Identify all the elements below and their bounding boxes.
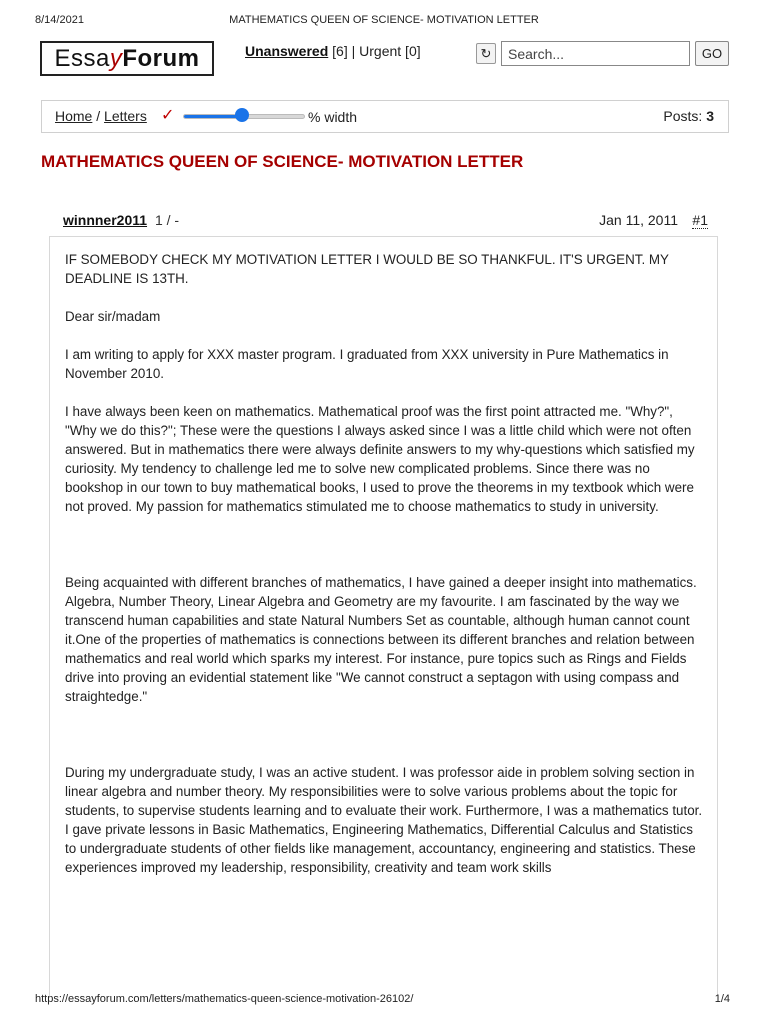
post-paragraph: Being acquainted with different branches of mathematics, I have gained a deeper insight into mathematics. Algebra, Number Theory, Linear Algebra and Geometry are my favourite. I am fascinated by the way we transcend human capabilities and state Natural Numbers Set as countable, although human cannot count it.One of the properties of mathematics is connections between its different branches and relation between mathematics and real world which sparks my interest. For instance, pure topics such as Rings and Fields drive into proving an evidential statement like "We cannot construct a septagon with using compass and straightedge." [65,575,697,704]
breadcrumb-home[interactable]: Home [55,108,93,124]
refresh-button[interactable] [476,43,496,64]
post-number-link[interactable]: #1 [692,212,708,228]
top-nav [245,43,421,59]
urgent-link[interactable]: Urgent [0] [359,43,421,59]
nav-separator: | [347,43,360,59]
post-paragraph: I am writing to apply for XXX master program. I graduated from XXX university in Pure Mathematics in November 2010. [65,347,669,381]
posts-label: Posts: [663,108,707,124]
print-title: MATHEMATICS QUEEN OF SCIENCE- MOTIVATION LETTER [229,14,539,26]
logo-text-part2: y [109,45,123,72]
post-paragraph: IF SOMEBODY CHECK MY MOTIVATION LETTER I WOULD BE SO THANKFUL. IT'S URGENT. MY DEADLINE IS 13TH. [65,252,669,286]
post-paragraph: I have always been keen on mathematics. Mathematical proof was the first point attracted me. "Why?", "Why we do this?"; These were the questions I always asked since I was a little child which were not often answered. But in mathematics there were always definite answers to my why-questions which satisfied my curiosity. My tendency to challenge led me to solve new complicated problems. Since there was no bookshop in our town to buy mathematical books, I used to prove the theorems in my textbook which were not proved. My passion for mathematics stimulated me to choose mathematics to study in university. [65,404,695,514]
breadcrumb [55,108,147,124]
breadcrumb-letters[interactable]: Letters [104,108,147,124]
logo-text-part1: Essa [54,45,110,72]
post-page: 1 / - [154,212,180,228]
print-footer [0,993,768,1007]
width-slider-thumb[interactable] [235,108,249,122]
posts-count [663,108,714,124]
go-button[interactable]: GO [695,41,729,66]
post-paragraph: During my undergraduate study, I was an active student. I was professor aide in problem solving section in linear algebra and number theory. My responsibilities were to solve various problems about the topic for students, to supervise students learning and to evaluate their work. Furthermore, I was a mathematics tutor. I gave private lessons in Basic Mathematics, Engineering Mathematics, Differential Calculus and Statistics to undergraduate students of other fields like management, accountancy, engineering and statistics. These experiences improved my leadership, responsibility, creativity and team work skills [65,765,703,875]
toolbar [41,100,729,133]
post-date: Jan 11, 2011 [599,212,678,228]
unanswered-link[interactable]: Unanswered [245,43,329,59]
post-header [63,212,708,232]
print-date: 8/14/2021 [35,14,84,26]
post-body [49,236,718,996]
print-page-number: 1/4 [714,993,730,1005]
thread-title: MATHEMATICS QUEEN OF SCIENCE- MOTIVATION LETTER [41,152,524,171]
essayforum-logo[interactable] [40,41,214,76]
check-icon[interactable]: ✓ [161,107,175,124]
print-url: https://essayforum.com/letters/mathematics-queen-science-motivation-26102/ [35,993,414,1005]
breadcrumb-separator: / [92,108,105,124]
post-paragraph: Dear sir/madam [65,309,161,324]
posts-number: 3 [706,108,714,124]
search-input[interactable] [501,41,690,66]
refresh-icon: ↻ [480,46,492,61]
post-author[interactable]: winnner2011 [63,212,148,228]
print-header [0,14,768,28]
width-label: % width [308,109,358,125]
unanswered-count: [6] [328,43,348,59]
logo-text-part3: Forum [122,45,200,72]
